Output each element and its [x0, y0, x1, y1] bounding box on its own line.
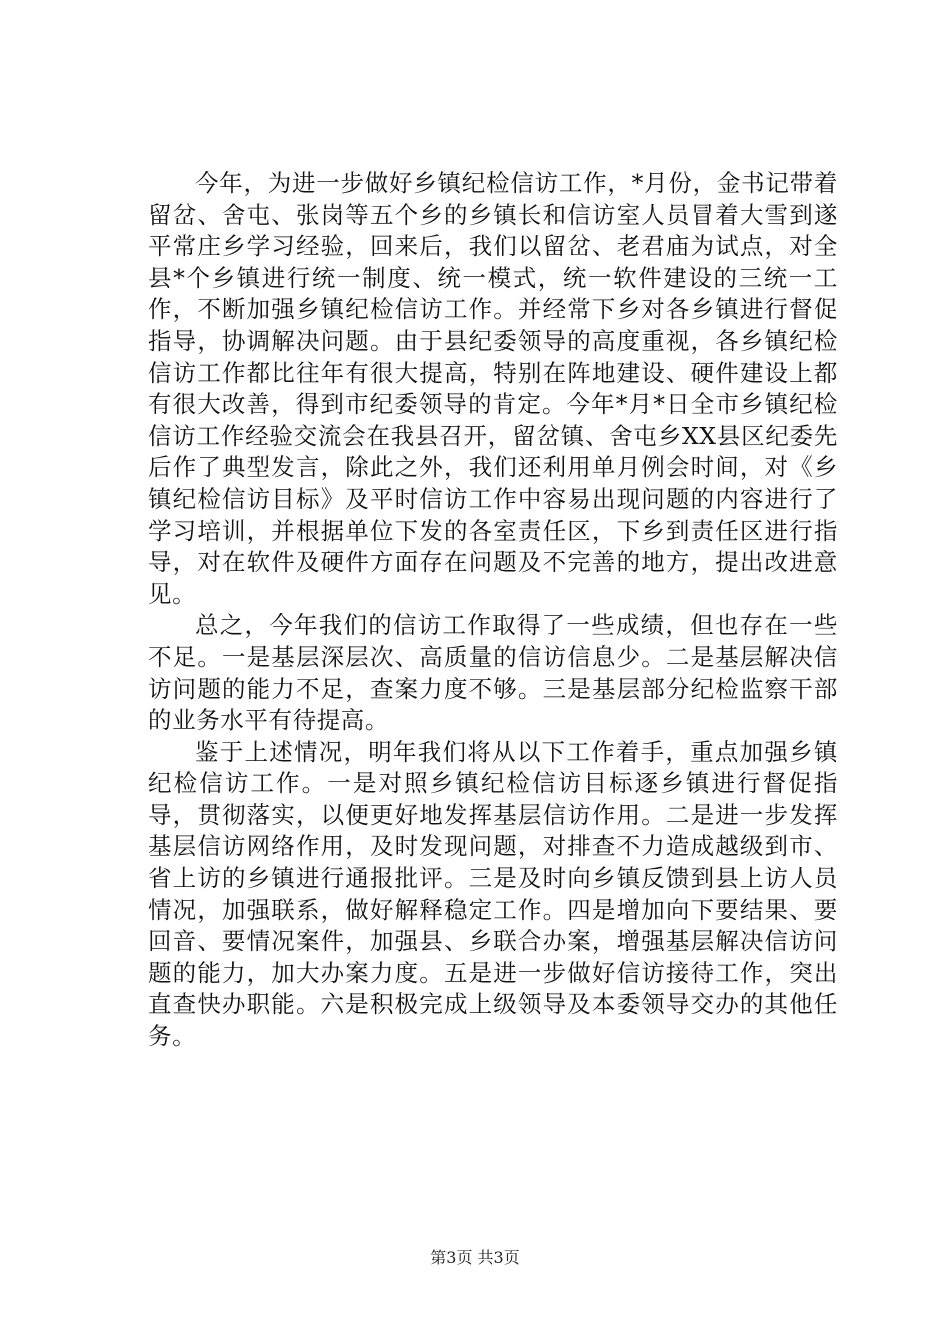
- document-body: [148, 168, 838, 1053]
- page-footer: 第3页 共3页: [430, 1248, 520, 1267]
- paragraph-2: 总之，今年我们的信访工作取得了一些成绩，但也存在一些不足。一是基层深层次、高质量的信访信息少。二是基层解决信访问题的能力不足，查案力度不够。三是基层部分纪检监察干部的业务水平有待提高。: [148, 611, 838, 735]
- paragraph-1: 今年，为进一步做好乡镇纪检信访工作，*月份，金书记带着留岔、舍屯、张岗等五个乡的乡镇长和信访室人员冒着大雪到遂平常庄乡学习经验，回来后，我们以留岔、老君庙为试点，对全县*个乡镇进行统一制度、统一模式，统一软件建设的三统一工作，不断加强乡镇纪检信访工作。并经常下乡对各乡镇进行督促指导，协调解决问题。由于县纪委领导的高度重视，各乡镇纪检信访工作都比往年有很大提高，特别在阵地建设、硬件建设上都有很大改善，得到市纪委领导的肯定。今年*月*日全市乡镇纪检信访工作经验交流会在我县召开，留岔镇、舍屯乡XX县区纪委先后作了典型发言，除此之外，我们还利用单月例会时间，对《乡镇纪检信访目标》及平时信访工作中容易出现问题的内容进行了学习培训，并根据单位下发的各室责任区，下乡到责任区进行指导，对在软件及硬件方面存在问题及不完善的地方，提出改进意见。: [148, 169, 838, 608]
- paragraph-3: 鉴于上述情况，明年我们将从以下工作着手，重点加强乡镇纪检信访工作。一是对照乡镇纪检信访目标逐乡镇进行督促指导，贯彻落实，以便更好地发挥基层信访作用。二是进一步发挥基层信访网络作用，及时发现问题，对排查不力造成越级到市、省上访的乡镇进行通报批评。三是及时向乡镇反馈到县上访人员情况，加强联系，做好解释稳定工作。四是增加向下要结果、要回音、要情况案件，加强县、乡联合办案，增强基层解决信访问题的能力，加大办案力度。五是进一步做好信访接待工作，突出直查快办职能。六是积极完成上级领导及本委领导交办的其他任务。: [148, 737, 838, 1051]
